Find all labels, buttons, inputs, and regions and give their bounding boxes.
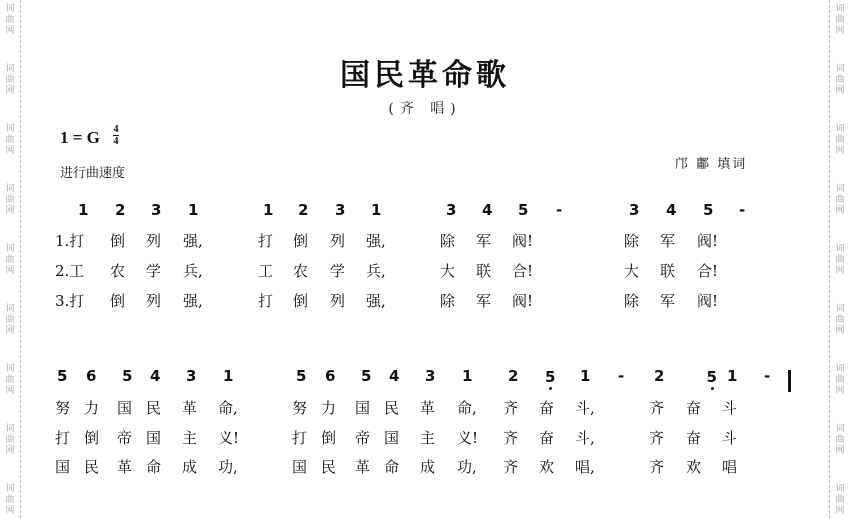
watermark-logo: 词 曲 网 (835, 124, 845, 156)
lyric-row-verse-3 (0, 290, 850, 312)
note: 2 (298, 201, 309, 219)
lyric: 兵, (366, 262, 386, 280)
note: 4 (150, 367, 161, 385)
lyric: 倒 (293, 292, 309, 310)
lyric: 军 (476, 232, 492, 250)
lyric: 奋 (686, 399, 702, 417)
lyric: 强, (366, 292, 386, 310)
dash: - (739, 201, 746, 219)
lyric: 民 (146, 399, 162, 417)
lyric: 斗, (575, 399, 595, 417)
final-barline (788, 370, 791, 392)
note: 6 (325, 367, 336, 385)
note: 5 (296, 367, 307, 385)
lyric: 国 (384, 429, 400, 447)
lyric: 民 (321, 458, 337, 476)
lyric: 倒 (293, 232, 309, 250)
dash: - (764, 367, 771, 385)
note: 5 (122, 367, 133, 385)
lyric: 命, (218, 399, 238, 417)
watermark-logo: 词 曲 网 (5, 124, 15, 156)
lyric: 打 (292, 429, 308, 447)
lyric: 帝 (355, 429, 371, 447)
lyric: 力 (321, 399, 337, 417)
note: 5 (57, 367, 68, 385)
lyric: 军 (476, 292, 492, 310)
lyric: 力 (84, 399, 100, 417)
watermark-logo: 词 曲 网 (5, 244, 15, 276)
lyric: 强, (183, 292, 203, 310)
note: 3 (446, 201, 457, 219)
lyric: 列 (330, 292, 346, 310)
note: 3 (151, 201, 162, 219)
watermark-logo: 词 曲 网 (835, 244, 845, 276)
lyric: 联 (660, 262, 676, 280)
note: 4 (482, 201, 493, 219)
time-signature-top: 4 (113, 124, 119, 135)
lyric: 奋 (539, 429, 555, 447)
lyric: 列 (330, 232, 346, 250)
lyric: 农 (293, 262, 309, 280)
lyric: 民 (384, 399, 400, 417)
lyric: 努 (292, 399, 308, 417)
lyric: 革 (420, 399, 436, 417)
lyric: 阀! (512, 232, 534, 250)
lyric: 倒 (110, 292, 126, 310)
dash: - (556, 201, 563, 219)
song-title: 国民革命歌 (340, 58, 510, 93)
lyric: 功, (218, 458, 238, 476)
note-low-octave: 5 (706, 368, 717, 386)
lyric: 除 (624, 292, 640, 310)
lyric: 阀! (697, 292, 719, 310)
note: 1 (727, 367, 738, 385)
lyric: 除 (440, 292, 456, 310)
lyric: 农 (110, 262, 126, 280)
lyric: 强, (183, 232, 203, 250)
lyric: 除 (440, 232, 456, 250)
lyric: 命 (384, 458, 400, 476)
lyric: 倒 (110, 232, 126, 250)
lyric: 阀! (697, 232, 719, 250)
lyric: 革 (182, 399, 198, 417)
lyric: 倒 (84, 429, 100, 447)
note: 4 (389, 367, 400, 385)
notation-row-1 (0, 201, 850, 223)
lyric: 学 (330, 262, 346, 280)
note: 1 (371, 201, 382, 219)
time-signature (111, 124, 121, 147)
note: 3 (335, 201, 346, 219)
lyric: 奋 (686, 429, 702, 447)
lyric: 齐 (649, 458, 665, 476)
lyric: 齐 (503, 399, 519, 417)
watermark-logo: 词 曲 网 (5, 4, 15, 36)
note-low-octave: 5 (545, 368, 556, 386)
lyric: 工 (258, 262, 274, 280)
time-signature-bottom: 4 (113, 136, 119, 147)
lyric: 列 (146, 232, 162, 250)
watermark-logo: 词 曲 网 (5, 484, 15, 516)
watermark-logo: 词 曲 网 (5, 64, 15, 96)
lyric-row-verse-3b (0, 456, 850, 478)
lyric: 欢 (686, 458, 702, 476)
lyric: 国 (355, 399, 371, 417)
lyric: 大 (440, 262, 456, 280)
note: 4 (666, 201, 677, 219)
watermark-logo: 词 曲 网 (835, 64, 845, 96)
key-signature: 1 = G (60, 128, 100, 147)
note: 2 (115, 201, 126, 219)
lyric: 兵, (183, 262, 203, 280)
lyric: 功, (457, 458, 477, 476)
lyric: 义! (218, 429, 240, 447)
lyric: 3.打 (55, 292, 85, 310)
note: 5 (703, 201, 714, 219)
watermark-logo: 词 曲 网 (5, 304, 15, 336)
lyric: 齐 (649, 429, 665, 447)
lyric: 齐 (503, 458, 519, 476)
lyric: 帝 (117, 429, 133, 447)
note: 1 (188, 201, 199, 219)
note: 3 (186, 367, 197, 385)
lyric: 革 (117, 458, 133, 476)
lyric-row-verse-1 (0, 230, 850, 252)
note: 5 (361, 367, 372, 385)
lyric: 义! (457, 429, 479, 447)
note: 5 (518, 201, 529, 219)
tempo-marking: 进行曲速度 (60, 166, 126, 181)
note: 6 (86, 367, 97, 385)
lyric: 成 (420, 458, 436, 476)
lyric: 国 (117, 399, 133, 417)
lyric: 齐 (503, 429, 519, 447)
lyric: 齐 (649, 399, 665, 417)
lyric: 2.工 (55, 262, 85, 280)
lyric: 打 (258, 292, 274, 310)
lyric: 民 (84, 458, 100, 476)
lyric: 大 (624, 262, 640, 280)
lyric: 成 (182, 458, 198, 476)
lyric: 1.打 (55, 232, 85, 250)
watermark-logo: 词 曲 网 (5, 364, 15, 396)
lyric: 军 (660, 232, 676, 250)
lyric: 阀! (512, 292, 534, 310)
lyric: 列 (146, 292, 162, 310)
notation-row-2 (0, 367, 850, 389)
lyric: 合! (512, 262, 534, 280)
watermark-logo: 词 曲 网 (835, 484, 845, 516)
dash: - (618, 367, 625, 385)
lyric: 斗, (575, 429, 595, 447)
lyric: 学 (146, 262, 162, 280)
lyric-row-verse-1b (0, 397, 850, 419)
lyric: 斗 (722, 429, 738, 447)
watermark-logo: 词 曲 网 (835, 304, 845, 336)
lyric: 奋 (539, 399, 555, 417)
watermark-logo: 词 曲 网 (5, 184, 15, 216)
lyric: 命 (146, 458, 162, 476)
lyric: 努 (55, 399, 71, 417)
note: 2 (654, 367, 665, 385)
lyric: 除 (624, 232, 640, 250)
lyric: 国 (146, 429, 162, 447)
song-subtitle: (齐 唱) (388, 101, 462, 117)
note: 1 (223, 367, 234, 385)
lyricist-credit: 邝 鄘 填词 (675, 157, 748, 172)
watermark-logo: 词 曲 网 (835, 4, 845, 36)
note: 1 (462, 367, 473, 385)
lyric: 打 (258, 232, 274, 250)
note: 1 (263, 201, 274, 219)
lyric: 斗 (722, 399, 738, 417)
note: 3 (629, 201, 640, 219)
watermark-logo: 词 曲 网 (5, 424, 15, 456)
lyric: 唱, (575, 458, 595, 476)
lyric: 军 (660, 292, 676, 310)
lyric: 国 (292, 458, 308, 476)
lyric: 主 (182, 429, 198, 447)
watermark-logo: 词 曲 网 (835, 424, 845, 456)
lyric: 打 (55, 429, 71, 447)
note: 2 (508, 367, 519, 385)
watermark-logo: 词 曲 网 (835, 184, 845, 216)
lyric: 联 (476, 262, 492, 280)
lyric-row-verse-2 (0, 260, 850, 282)
lyric: 革 (355, 458, 371, 476)
lyric-row-verse-2b (0, 427, 850, 449)
lyric: 强, (366, 232, 386, 250)
lyric: 合! (697, 262, 719, 280)
lyric: 国 (55, 458, 71, 476)
lyric: 唱 (722, 458, 738, 476)
lyric: 倒 (321, 429, 337, 447)
lyric: 命, (457, 399, 477, 417)
note: 1 (78, 201, 89, 219)
lyric: 主 (420, 429, 436, 447)
lyric: 欢 (539, 458, 555, 476)
note: 1 (580, 367, 591, 385)
watermark-logo: 词 曲 网 (835, 364, 845, 396)
note: 3 (425, 367, 436, 385)
